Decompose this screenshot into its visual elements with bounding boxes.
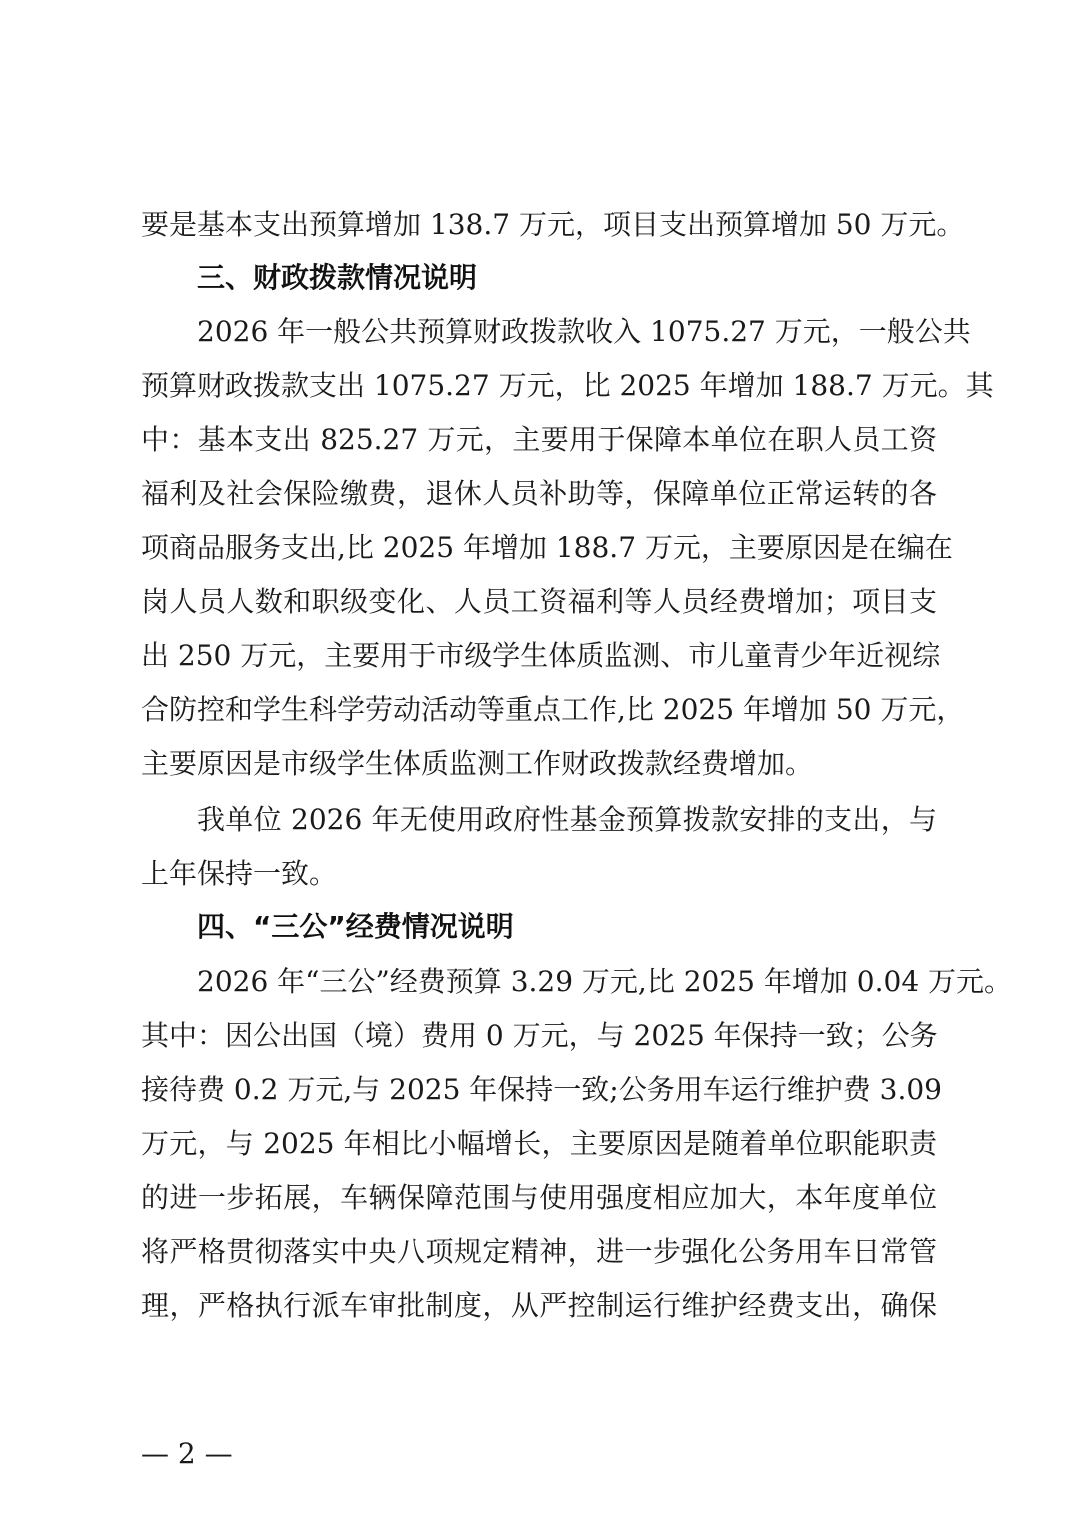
paragraph-line: 其中：因公出国（境）费用 0 万元，与 2025 年保持一致；公务 (141, 1019, 938, 1052)
section-heading-fiscal-appropriation: 三、财政拨款情况说明 (197, 261, 478, 294)
paragraph-line: 接待费 0.2 万元,与 2025 年保持一致;公务用车运行维护费 3.09 (141, 1073, 942, 1106)
paragraph-line: 项商品服务支出,比 2025 年增加 188.7 万元，主要原因是在编在 (141, 531, 953, 564)
paragraph-line: 万元，与 2025 年相比小幅增长，主要原因是随着单位职能职责 (141, 1127, 937, 1160)
paragraph-line: 中：基本支出 825.27 万元，主要用于保障本单位在职人员工资 (141, 423, 937, 456)
paragraph-line: 理，严格执行派车审批制度，从严控制运行维护经费支出，确保 (141, 1289, 937, 1322)
paragraph-line: 2026 年“三公”经费预算 3.29 万元,比 2025 年增加 0.04 万元。 (197, 965, 1013, 998)
paragraph-line: 福利及社会保险缴费，退休人员补助等，保障单位正常运转的各 (141, 477, 937, 510)
section-heading-three-public-expenses: 四、“三公”经费情况说明 (197, 910, 514, 943)
paragraph-line: 将严格贯彻落实中央八项规定精神，进一步强化公务用车日常管 (141, 1235, 937, 1268)
paragraph-line: 出 250 万元，主要用于市级学生体质监测、市儿童青少年近视综 (141, 639, 941, 672)
paragraph-line: 合防控和学生科学劳动活动等重点工作,比 2025 年增加 50 万元， (141, 693, 965, 726)
paragraph-line: 2026 年一般公共预算财政拨款收入 1075.27 万元，一般公共 (197, 315, 971, 348)
paragraph-line: 的进一步拓展，车辆保障范围与使用强度相应加大，本年度单位 (141, 1181, 937, 1214)
paragraph-line: 我单位 2026 年无使用政府性基金预算拨款安排的支出，与 (197, 803, 937, 836)
paragraph-line: 上年保持一致。 (141, 857, 338, 890)
paragraph-line: 要是基本支出预算增加 138.7 万元，项目支出预算增加 50 万元。 (141, 208, 965, 241)
page-number: — 2 — (141, 1437, 233, 1470)
paragraph-line: 预算财政拨款支出 1075.27 万元，比 2025 年增加 188.7 万元。其 (141, 369, 994, 402)
paragraph-line: 主要原因是市级学生体质监测工作财政拨款经费增加。 (141, 747, 814, 780)
paragraph-line: 岗人员人数和职级变化、人员工资福利等人员经费增加；项目支 (141, 585, 937, 618)
